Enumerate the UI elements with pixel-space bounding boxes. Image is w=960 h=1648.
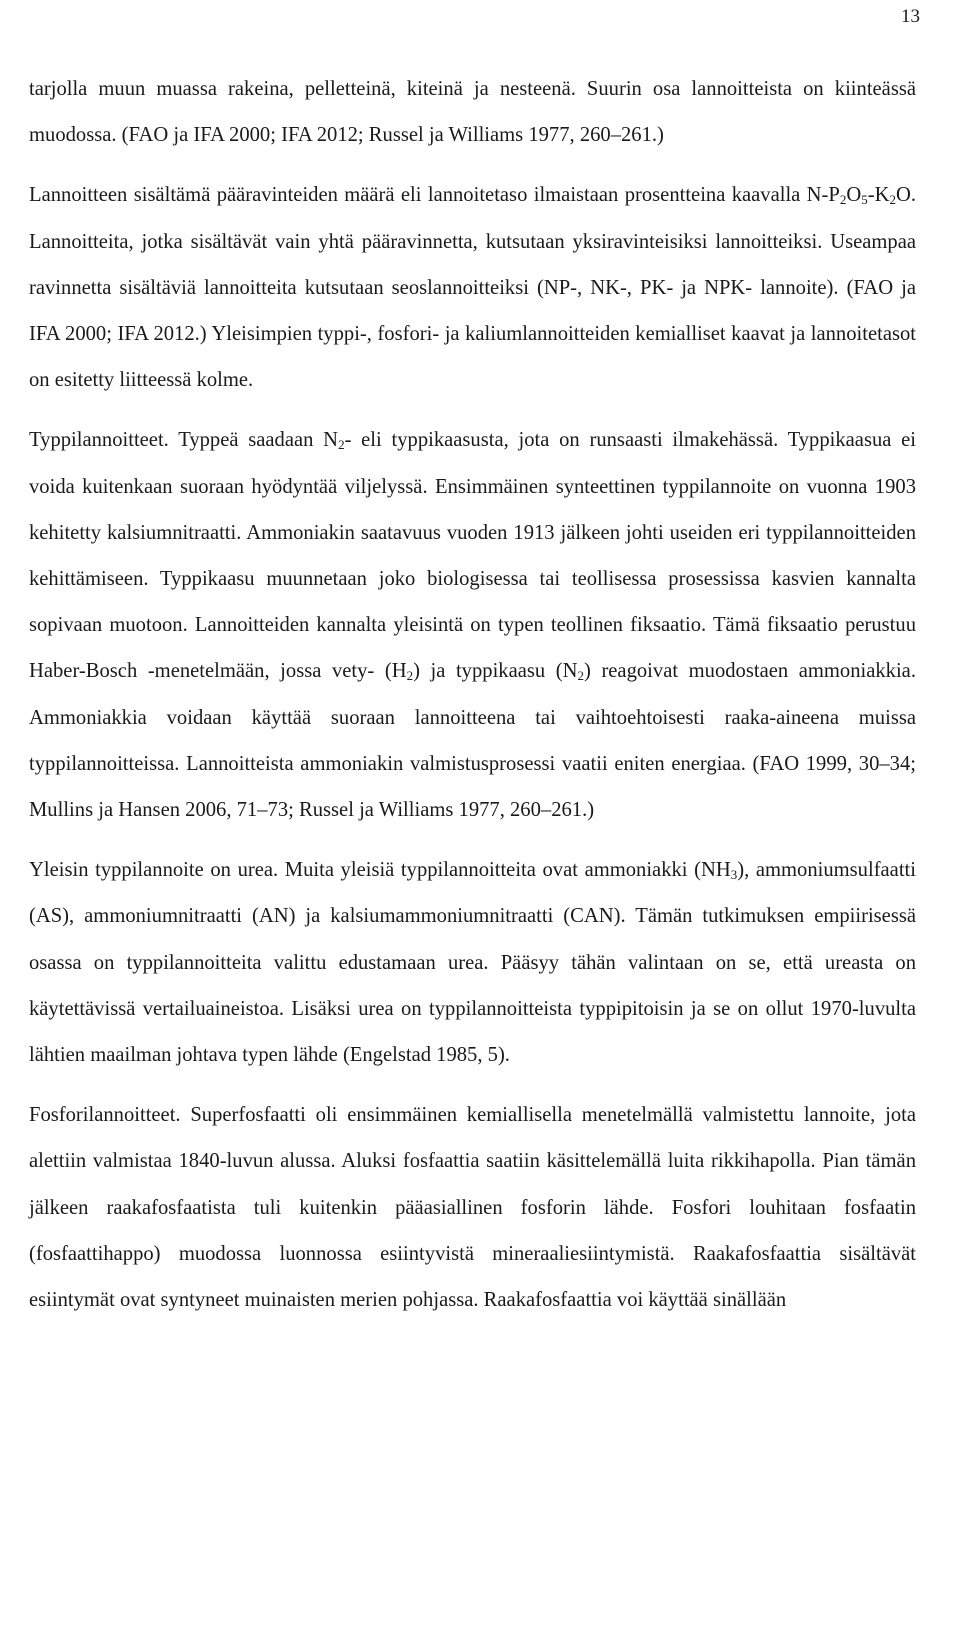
text-run: O [846, 184, 862, 207]
paragraph-urea [29, 847, 916, 1078]
paragraph-nitrogen-fertilizers [29, 417, 916, 833]
subscript: 2 [839, 192, 847, 208]
subscript: 5 [861, 192, 868, 208]
text-run: -K [867, 184, 890, 207]
subscript: 2 [577, 668, 584, 684]
text-run: ) ja typpikaasu (N [413, 660, 578, 683]
subscript: 2 [406, 668, 414, 684]
subscript: 3 [730, 867, 738, 883]
text-run: Typpilannoitteet. Typpeä saadaan N [29, 429, 339, 452]
paragraph-fertilizer-forms: tarjolla muun muassa rakeina, pelletteinä, kiteinä ja nesteenä. Suurin osa lannoitteista on kiinteässä muodossa. (FAO ja IFA 2000; IFA 2012; Russel ja Williams 1977, 260–261.) [29, 78, 916, 147]
text-run: Yleisin typpilannoite on urea. Muita yleisiä typpilannoitteita ovat ammoniakki (NH [29, 859, 731, 882]
text-run: ) reagoivat muodostaen ammoniakkia. Ammoniakkia voidaan käyttää suoraan lannoitteena tai vaihtoehtoisesti raaka-aineena muissa typpilannoitteissa. Lannoitteista ammoniakin valmistusprosessi vaatii eniten energiaa. (FAO 1999, 30–34; Mullins ja Hansen 2006, 71–73; Russel ja Williams 1977, 260–261.) [29, 660, 916, 822]
page-number: 13 [901, 6, 920, 27]
text-run: O. Lannoitteita, jotka sisältävät vain yhtä pääravinnetta, kutsutaan yksiravinteisiksi lannoitteiksi. Useampaa ravinnetta sisältäviä lannoitteita kutsutaan seoslannoitteiksi (NP-, NK-, PK- ja NPK- lannoite). (FAO ja IFA 2000; IFA 2012.) Yleisimpien typpi-, fosfori- ja kaliumlannoitteiden kemialliset kaavat ja lannoitetasot on esitetty liitteessä kolme. [29, 184, 916, 392]
text-run: - eli typpikaasusta, jota on runsaasti ilmakehässä. Typpikaasua ei voida kuitenkaan suoraan hyödyntää viljelyssä. Ensimmäinen synteettinen typpilannoite on vuonna 1903 kehitetty kalsiumnitraatti. Ammoniakin saatavuus vuoden 1913 jälkeen johti useiden eri typpilannoitteiden kehittämiseen. Typpikaasu muunnetaan joko biologisessa tai teollisessa prosessissa kasvien kannalta sopivaan muotoon. Lannoitteiden kannalta yleisintä on typen teollinen fiksaatio. Tämä fiksaatio perustuu Haber-Bosch -menetelmään, jossa vety- (H [29, 429, 917, 683]
subscript: 2 [338, 437, 345, 453]
paragraph-phosphorus-fertilizers: Fosforilannoitteet. Superfosfaatti oli ensimmäinen kemiallisella menetelmällä valmistettu lannoite, jota alettiin valmistaa 1840-luvun alussa. Aluksi fosfaattia saatiin käsittelemällä luita rikkihapolla. Pian tämän jälkeen raakafosfaatista tuli kuitenkin pääasiallinen fosforin lähde. Fosfori louhitaan fosfaatin (fosfaattihappo) muodossa luonnossa esiintyvistä mineraaliesiintymistä. Raakafosfaattia sisältävät esiintymät ovat syntyneet muinaisten merien pohjassa. Raakafosfaattia voi käyttää sinällään [29, 1104, 916, 1312]
subscript: 2 [889, 192, 896, 208]
paragraph-nutrient-level [29, 172, 916, 403]
text-run: ), ammoniumsulfaatti (AS), ammoniumnitraatti (AN) ja kalsiumammoniumnitraatti (CAN). Tämän tutkimuksen empiirisessä osassa on typpilannoitteita valittu edustamaan urea. Pääsyy tähän valintaan on se, että ureasta on käytettävissä vertailuaineistoa. Lisäksi urea on typpilannoitteista typpipitoisin ja se on ollut 1970-luvulta lähtien maailman johtava typen lähde (Engelstad 1985, 5). [29, 859, 916, 1067]
text-run: Lannoitteen sisältämä pääravinteiden määrä eli lannoitetaso ilmaistaan prosentteina kaavalla N-P [29, 184, 840, 207]
document-body [29, 66, 916, 1323]
